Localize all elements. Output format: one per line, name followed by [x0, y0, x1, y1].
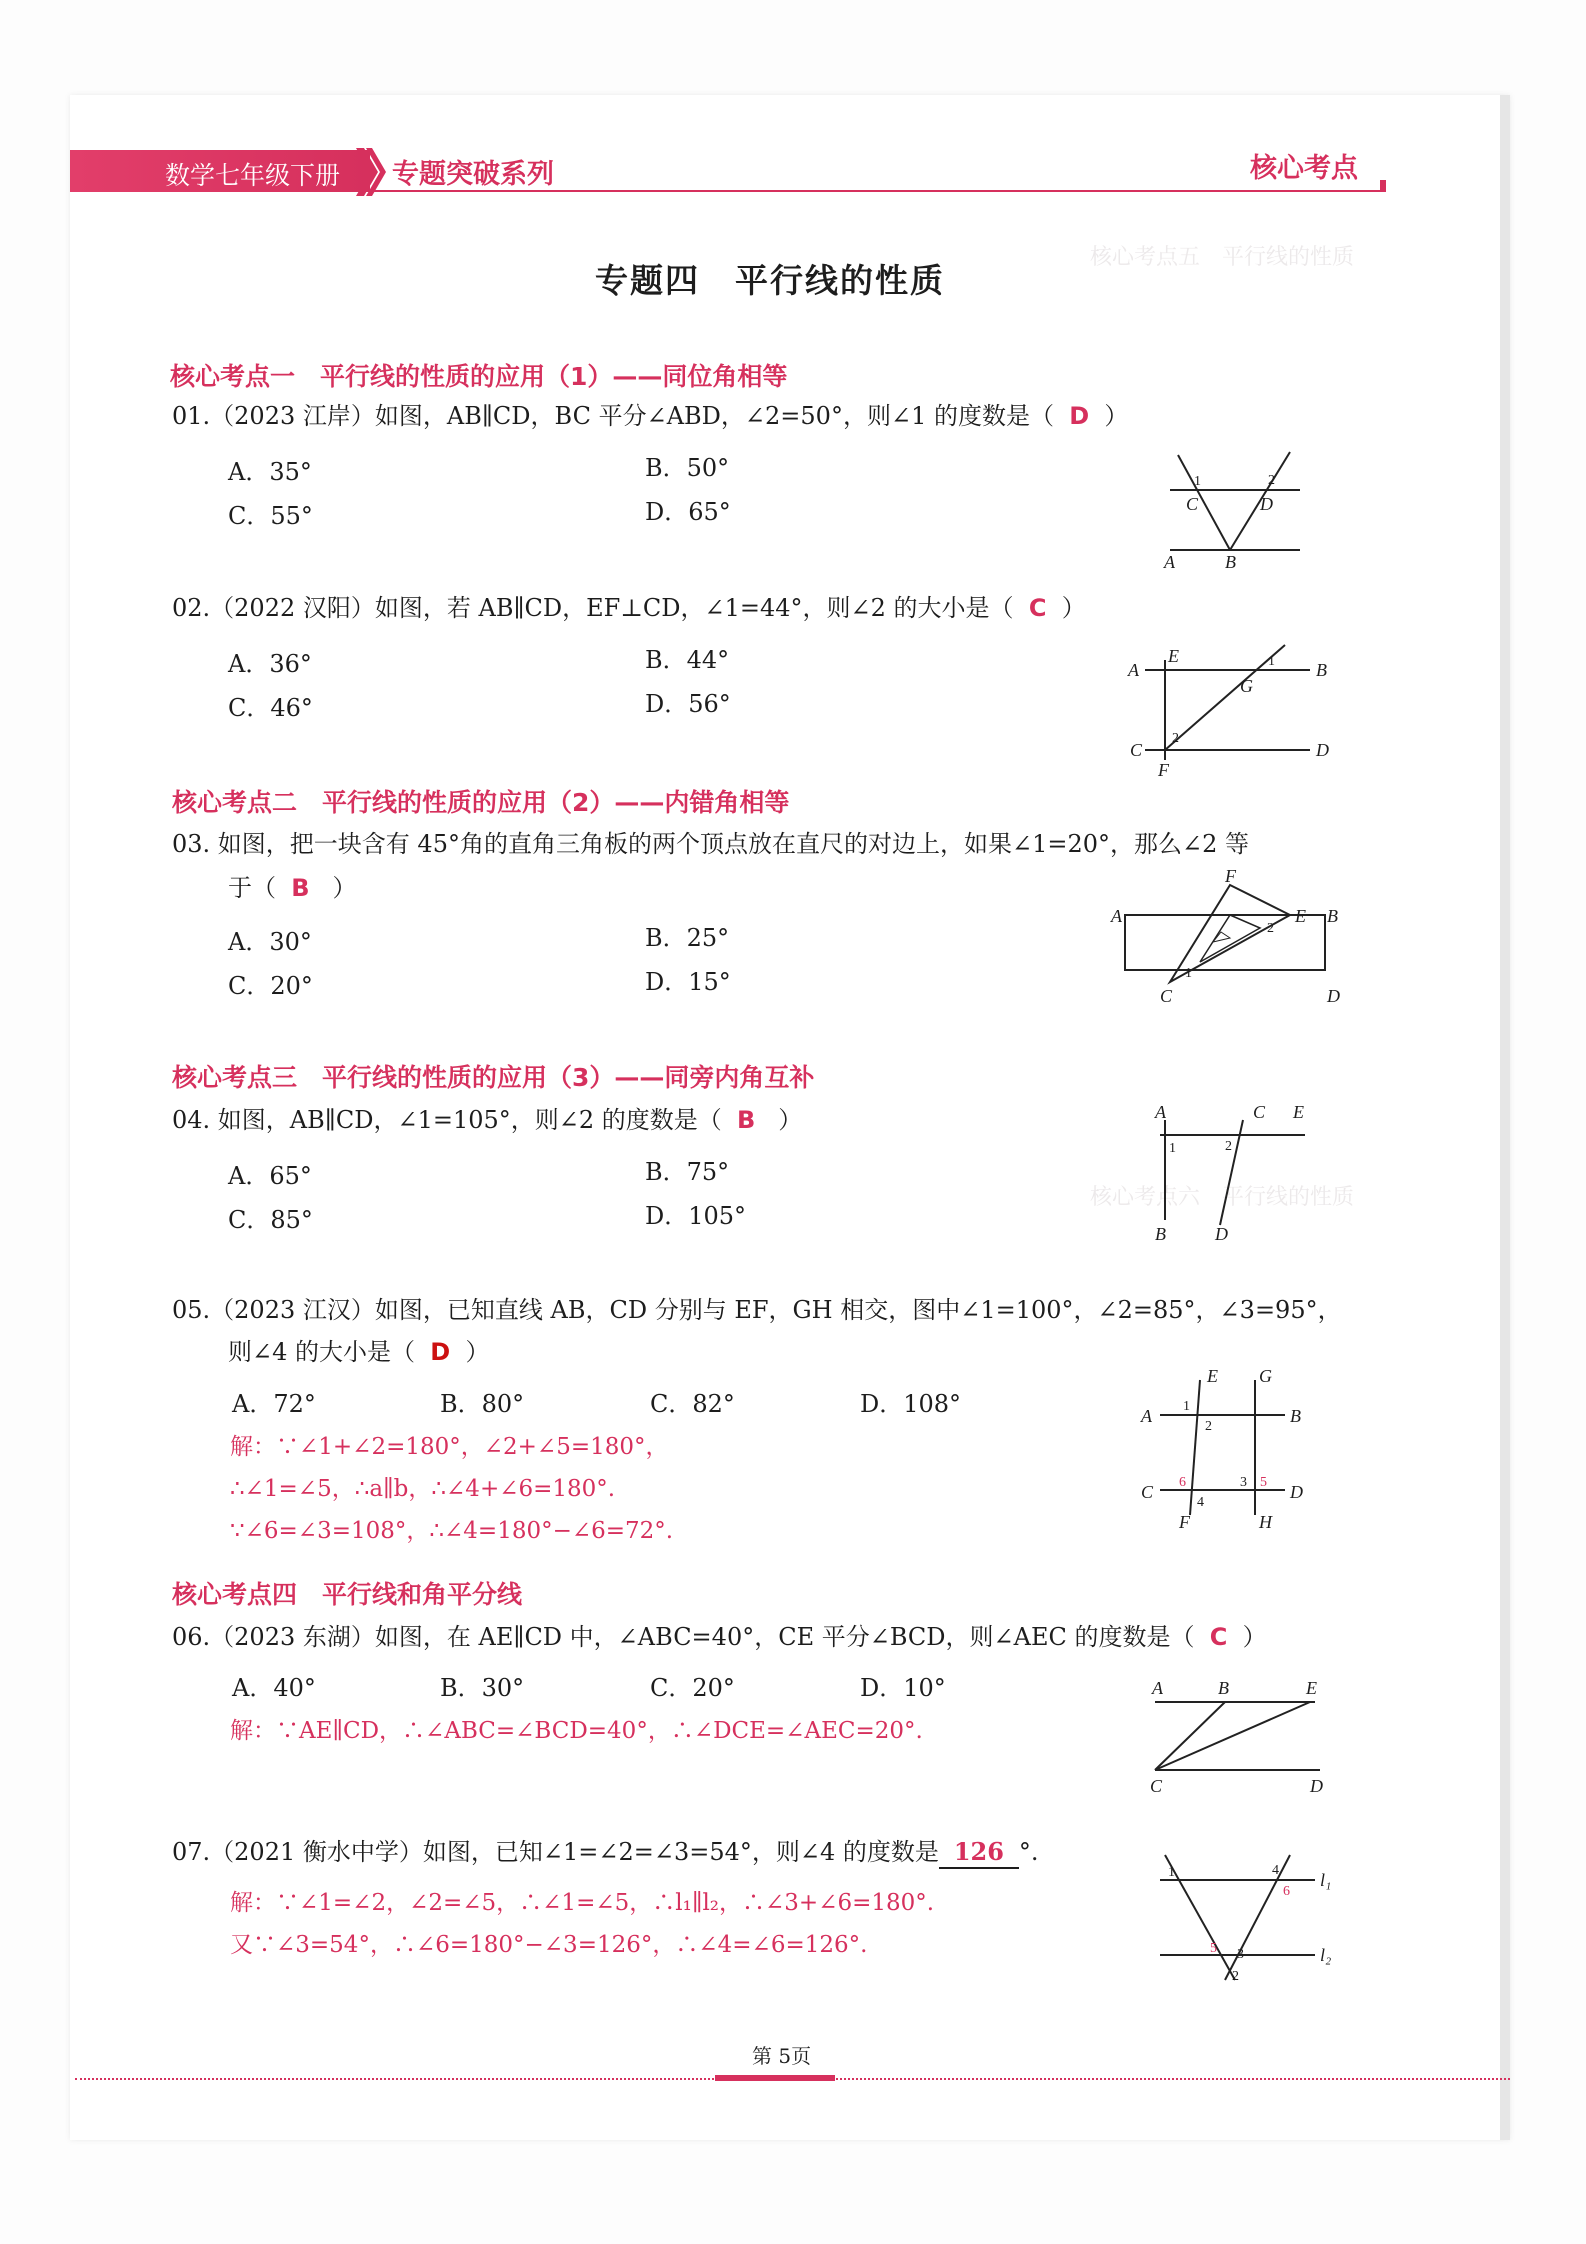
option: B．75° [645, 1158, 730, 1186]
fig-label: 2 [1172, 731, 1179, 746]
solution-line: 解：∵∠1+∠2=180°，∠2+∠5=180°， [230, 1434, 669, 1460]
question-stem: 01.（2023 江岸）如图，AB∥CD，BC 平分∠ABD，∠2=50°，则∠1 的度数是（ [172, 402, 1054, 430]
option: D．56° [645, 690, 731, 718]
footer-accent [715, 2075, 835, 2081]
fig-label: 3 [1237, 1947, 1244, 1962]
figure-q04 [1125, 1100, 1325, 1245]
fig-label: 1 [1268, 654, 1275, 669]
fig-label: E [1306, 1678, 1317, 1698]
fig-label: G [1259, 1366, 1272, 1386]
option: D．108° [860, 1390, 962, 1418]
fig-label: A [1141, 1406, 1152, 1426]
page-title: 专题四 平行线的性质 [595, 261, 945, 300]
solution-line: 又∵∠3=54°，∴∠6=180°−∠3=126°，∴∠4=∠6=126°. [230, 1932, 868, 1958]
option: C．20° [650, 1674, 735, 1702]
option: C．55° [228, 502, 313, 530]
figure-q02 [1120, 640, 1340, 780]
header-rule [370, 190, 1380, 192]
bracket-close: ） [1104, 402, 1129, 430]
header-slash-icon [356, 148, 386, 196]
question-stem: 05.（2023 江汉）如图，已知直线 AB，CD 分别与 EF，GH 相交，图中∠1=100°，∠2=85°，∠3=95°， [172, 1296, 1342, 1324]
fig-label: 2 [1225, 1139, 1232, 1154]
option: A．30° [228, 928, 312, 956]
option: B．50° [645, 454, 730, 482]
fig-label: C [1160, 986, 1173, 1006]
question-05-cont [228, 1338, 489, 1367]
fig-label: B [1225, 552, 1236, 572]
bracket-close: ） [465, 1338, 490, 1366]
header-rule-tick [1380, 180, 1386, 192]
fig-label: E [1207, 1366, 1218, 1386]
fig-label: A [1152, 1678, 1163, 1698]
fig-label: 1 [1168, 1865, 1175, 1880]
fig-label: E [1295, 906, 1306, 926]
fig-label: C [1150, 1776, 1163, 1796]
fig-label: l₁ [1320, 1870, 1332, 1890]
fig-label: F [1179, 1512, 1190, 1532]
header-core-label: 核心考点 [1250, 153, 1358, 184]
fig-label: F [1158, 760, 1169, 780]
fig-label: B [1327, 906, 1338, 926]
fig-label: E [1293, 1102, 1304, 1122]
solution-line: 解：∵AE∥CD，∴∠ABC=∠BCD=40°，∴∠DCE=∠AEC=20°. [230, 1718, 923, 1744]
answer-choice: C [1028, 594, 1047, 622]
fig-label: D [1327, 986, 1340, 1006]
section-heading: 核心考点二 平行线的性质的应用（2）——内错角相等 [172, 788, 790, 817]
question-01 [172, 402, 1128, 431]
page-edge [1500, 95, 1510, 2140]
option: C．82° [650, 1390, 735, 1418]
fig-label: 2 [1205, 1419, 1212, 1434]
fig-label: D [1316, 740, 1329, 760]
fig-label: H [1259, 1512, 1272, 1532]
question-stem: 06.（2023 东湖）如图，在 AE∥CD 中，∠ABC=40°，CE 平分∠BCD，则∠AEC 的度数是（ [172, 1623, 1195, 1651]
fig-label: 4 [1197, 1495, 1204, 1510]
bracket-close: ） [332, 874, 357, 902]
fig-label: C [1130, 740, 1143, 760]
option: A．65° [228, 1162, 312, 1190]
fig-label: F [1225, 866, 1236, 886]
fig-label: B [1316, 660, 1327, 680]
option: C．85° [228, 1206, 313, 1234]
question-04 [172, 1106, 802, 1135]
option: D．15° [645, 968, 731, 996]
fig-label: D [1290, 1482, 1303, 1502]
fig-label: 5 [1210, 1941, 1217, 1956]
answer-choice: B [737, 1106, 756, 1134]
question-06 [172, 1623, 1267, 1652]
fig-label: E [1168, 646, 1179, 666]
answer-choice: D [430, 1338, 451, 1366]
fig-label: l₂ [1320, 1945, 1332, 1965]
option: B．25° [645, 924, 730, 952]
fig-label: 5 [1260, 1475, 1267, 1490]
fig-label: 1 [1194, 474, 1201, 489]
question-02 [172, 594, 1086, 623]
fig-label: D [1310, 1776, 1323, 1796]
option: D．65° [645, 498, 731, 526]
fig-label: G [1240, 676, 1253, 696]
fig-label: 1 [1183, 1399, 1190, 1414]
bleed-through-text: 核心考点五 平行线的性质 [1090, 245, 1355, 270]
figure-q06 [1140, 1670, 1340, 1800]
fig-label: 6 [1283, 1884, 1290, 1899]
fig-label: 3 [1240, 1475, 1247, 1490]
option: A．40° [232, 1674, 316, 1702]
question-stem: 02.（2022 汉阳）如图，若 AB∥CD，EF⊥CD，∠1=44°，则∠2 的大小是（ [172, 594, 1014, 622]
question-03 [172, 830, 1249, 859]
bleed-through-text: 核心考点六 平行线的性质 [1090, 1185, 1355, 1210]
answer-blank: 126 [939, 1838, 1019, 1869]
question-stem: 于（ [228, 874, 276, 902]
option: B．44° [645, 646, 730, 674]
page-number: 第 5页 [752, 2044, 812, 2068]
option: A．36° [228, 650, 312, 678]
fig-label: 2 [1232, 1969, 1239, 1984]
solution-line: ∵∠6=∠3=108°，∴∠4=180°−∠6=72°. [230, 1518, 674, 1544]
section-heading: 核心考点一 平行线的性质的应用（1）——同位角相等 [170, 362, 788, 391]
option: D．105° [645, 1202, 747, 1230]
fig-label: D [1260, 494, 1273, 514]
figure-q01 [1150, 440, 1320, 570]
fig-label: D [1215, 1224, 1228, 1244]
answer-choice: C [1209, 1623, 1228, 1651]
fig-label: B [1218, 1678, 1229, 1698]
fig-label: A [1128, 660, 1139, 680]
question-stem: 则∠4 的大小是（ [228, 1338, 416, 1366]
option: B．80° [440, 1390, 525, 1418]
fig-label: 1 [1169, 1141, 1176, 1156]
question-05 [172, 1296, 1342, 1325]
option: C．46° [228, 694, 313, 722]
fig-label: C [1253, 1102, 1266, 1122]
bracket-close: ） [778, 1106, 803, 1134]
fig-label: B [1155, 1224, 1166, 1244]
figure-q03 [1111, 866, 1345, 1010]
fig-label: A [1111, 906, 1122, 926]
fig-label: C [1186, 494, 1199, 514]
question-stem-end: °. [1018, 1838, 1039, 1866]
fig-label: B [1290, 1406, 1301, 1426]
question-stem: 03. 如图，把一块含有 45°角的直角三角板的两个顶点放在直尺的对边上，如果∠1=20°，那么∠2 等 [172, 830, 1249, 858]
bracket-close: ） [1061, 594, 1086, 622]
fig-label: 6 [1179, 1475, 1186, 1490]
fig-label: 1 [1185, 966, 1192, 981]
figure-q07 [1140, 1840, 1350, 1990]
solution-line: 解：∵∠1=∠2，∠2=∠5，∴∠1=∠5，∴l₁∥l₂，∴∠3+∠6=180°. [230, 1890, 935, 1916]
option: A．72° [232, 1390, 316, 1418]
fig-label: 4 [1272, 1863, 1279, 1878]
question-stem: 04. 如图，AB∥CD，∠1=105°，则∠2 的度数是（ [172, 1106, 722, 1134]
header-series: 专题突破系列 [392, 159, 554, 190]
option: B．30° [440, 1674, 525, 1702]
figure-q05 [1135, 1360, 1335, 1530]
question-03-cont [228, 874, 356, 903]
fig-label: A [1164, 552, 1175, 572]
fig-label: C [1141, 1482, 1154, 1502]
section-heading: 核心考点四 平行线和角平分线 [172, 1580, 523, 1609]
option: A．35° [228, 458, 312, 486]
bracket-close: ） [1242, 1623, 1267, 1651]
question-07 [172, 1838, 1039, 1869]
fig-label: 2 [1267, 921, 1274, 936]
question-stem: 07.（2021 衡水中学）如图，已知∠1=∠2=∠3=54°，则∠4 的度数是 [172, 1838, 939, 1866]
option: C．20° [228, 972, 313, 1000]
answer-choice: B [291, 874, 310, 902]
fig-label: 2 [1268, 473, 1275, 488]
section-heading: 核心考点三 平行线的性质的应用（3）——同旁内角互补 [172, 1063, 815, 1092]
option: D．10° [860, 1674, 946, 1702]
fig-label: A [1155, 1102, 1166, 1122]
header-book-title: 数学七年级下册 [165, 161, 341, 190]
answer-choice: D [1069, 402, 1090, 430]
solution-line: ∴∠1=∠5，∴a∥b，∴∠4+∠6=180°. [230, 1476, 616, 1502]
